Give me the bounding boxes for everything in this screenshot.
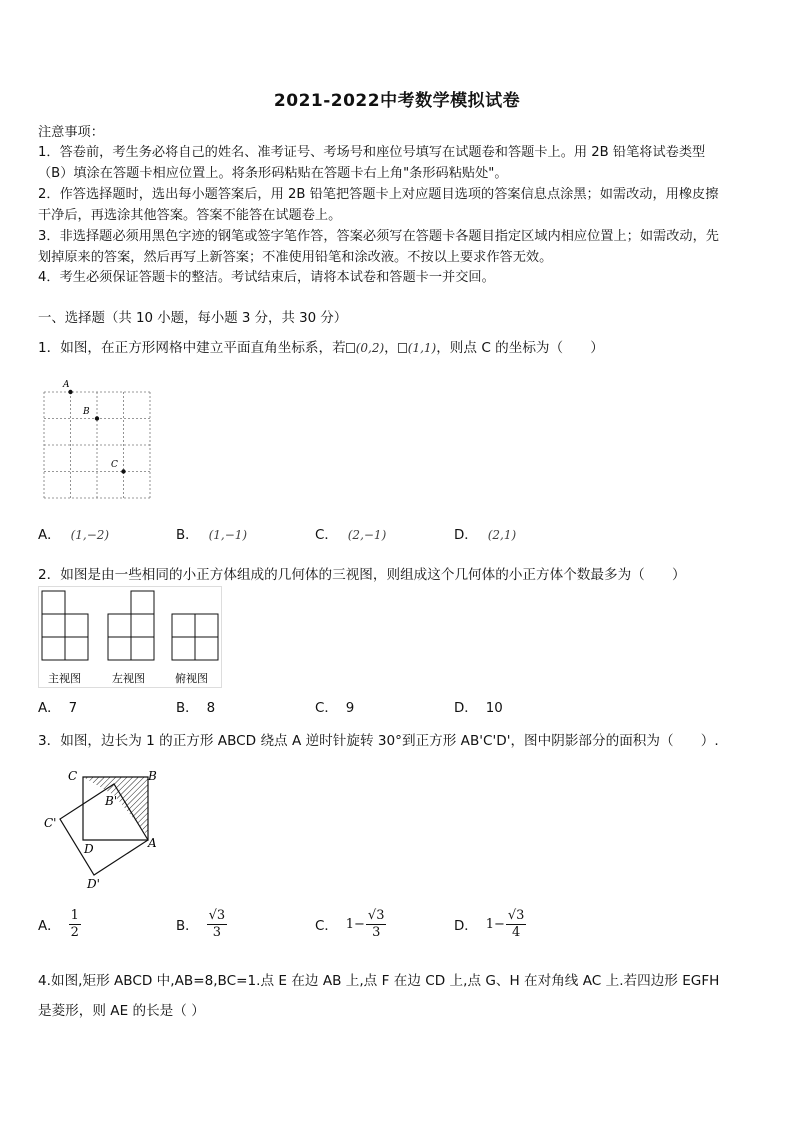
left-view-label: 左视图 xyxy=(112,672,145,685)
left-view xyxy=(108,591,154,660)
label-a: A xyxy=(63,380,70,390)
q1-option-d[interactable]: D． (2,1) xyxy=(454,528,517,543)
q1-point-b: (1,1) xyxy=(407,341,437,355)
label-b-prime: B' xyxy=(105,794,118,808)
label-d-prime: D' xyxy=(87,877,100,891)
top-view-label: 俯视图 xyxy=(175,672,208,685)
section-heading: 一、选择题（共 10 小题，每小题 3 分，共 30 分） xyxy=(38,311,348,326)
label-b: B xyxy=(148,769,157,783)
q1-grid-figure xyxy=(38,376,158,504)
q1-option-b[interactable]: B． (1,−1) xyxy=(176,528,248,543)
fraction: $\frac{√3}{4}$ xyxy=(507,908,525,940)
notice-line: 1．答卷前，考生务必将自己的姓名、准考证号、考场号和座位号填写在试题卷和答题卡上。用 2B 铅笔将试卷类型 xyxy=(38,145,706,160)
question-3-stem: 3．如图，边长为 1 的正方形 ABCD 绕点 A 逆时针旋转 30°到正方形 AB'C'D'，图中阴影部分的面积为（ ）. xyxy=(38,733,719,749)
point-a-box-icon xyxy=(346,343,355,353)
notice-line: 4．考生必须保证答题卡的整洁。考试结束后，请将本试卷和答题卡一并交回。 xyxy=(38,270,495,285)
front-view xyxy=(42,591,88,660)
q1-stem-a: 1．如图，在正方形网格中建立平面直角坐标系，若 xyxy=(38,340,346,356)
front-view-label: 主视图 xyxy=(48,672,81,685)
q3-rotated-square-figure xyxy=(38,764,168,894)
label-c: C xyxy=(68,769,78,783)
notice-line: 2．作答选择题时，选出每小题答案后，用 2B 铅笔把答题卡上对应题目选项的答案信息点涂黑；如需改动，用橡皮擦 xyxy=(38,187,719,202)
question-4-line1: 4.如图,矩形 ABCD 中,AB=8,BC=1.点 E 在边 AB 上,点 F 在边 CD 上,点 G、H 在对角线 AC 上.若四边形 EGFH xyxy=(38,973,720,989)
point-c-dot xyxy=(121,469,125,473)
notice-line: 划掉原来的答案，然后再写上新答案；不准使用铅笔和涂改液。不按以上要求作答无效。 xyxy=(38,250,553,265)
label-a: A xyxy=(148,836,157,850)
q1-option-c[interactable]: C． (2,−1) xyxy=(315,528,387,543)
question-2-stem: 2．如图是由一些相同的小正方体组成的几何体的三视图，则组成这个几何体的小正方体个数最多为（ ） xyxy=(38,567,686,583)
point-b-dot xyxy=(95,416,99,420)
question-1-stem xyxy=(38,336,604,356)
fraction: $\frac{1}{2}$ xyxy=(70,908,79,940)
q2-three-views-figure xyxy=(38,586,222,688)
q1-sep: ， xyxy=(384,340,398,356)
label-d: D xyxy=(84,842,94,856)
notice-line: （B）填涂在答题卡相应位置上。将条形码粘贴在答题卡右上角"条形码粘贴处"。 xyxy=(38,166,508,181)
q2-option-d[interactable]: D． 10 xyxy=(454,701,503,716)
point-a-dot xyxy=(68,390,72,394)
q3-option-a[interactable]: A． $\frac{1}{2}$ xyxy=(38,908,79,940)
label-c: C xyxy=(111,460,118,470)
top-view xyxy=(172,614,218,660)
q1-point-a: (0,2) xyxy=(355,341,385,355)
q3-option-d[interactable]: D． 1− $\frac{√3}{4}$ xyxy=(454,908,525,940)
q1-option-a[interactable]: A． (1,−2) xyxy=(38,528,110,543)
q2-option-c[interactable]: C． 9 xyxy=(315,701,355,716)
q3-option-c[interactable]: C． 1− $\frac{√3}{3}$ xyxy=(315,908,385,940)
notice-heading: 注意事项： xyxy=(38,125,104,140)
question-4-line2: 是菱形，则 AE 的长是（ ） xyxy=(38,1003,205,1019)
fraction: $\frac{√3}{3}$ xyxy=(208,908,226,940)
q2-option-a[interactable]: A． 7 xyxy=(38,701,78,716)
q3-option-b[interactable]: B． $\frac{√3}{3}$ xyxy=(176,908,226,940)
q2-option-b[interactable]: B． 8 xyxy=(176,701,216,716)
label-b: B xyxy=(83,407,90,417)
q1-stem-b: ，则点 C 的坐标为（ ） xyxy=(436,340,604,356)
notice-line: 干净后，再选涂其他答案。答案不能答在试题卷上。 xyxy=(38,208,342,223)
label-c-prime: C' xyxy=(44,816,57,830)
notice-line: 3．非选择题必须用黑色字迹的钢笔或签字笔作答，答案必须写在答题卡各题目指定区域内相应位置上；如需改动，先 xyxy=(38,229,719,244)
fraction: $\frac{√3}{3}$ xyxy=(367,908,385,940)
point-b-box-icon xyxy=(398,343,407,353)
exam-title: 2021-2022中考数学模拟试卷 xyxy=(273,91,521,111)
